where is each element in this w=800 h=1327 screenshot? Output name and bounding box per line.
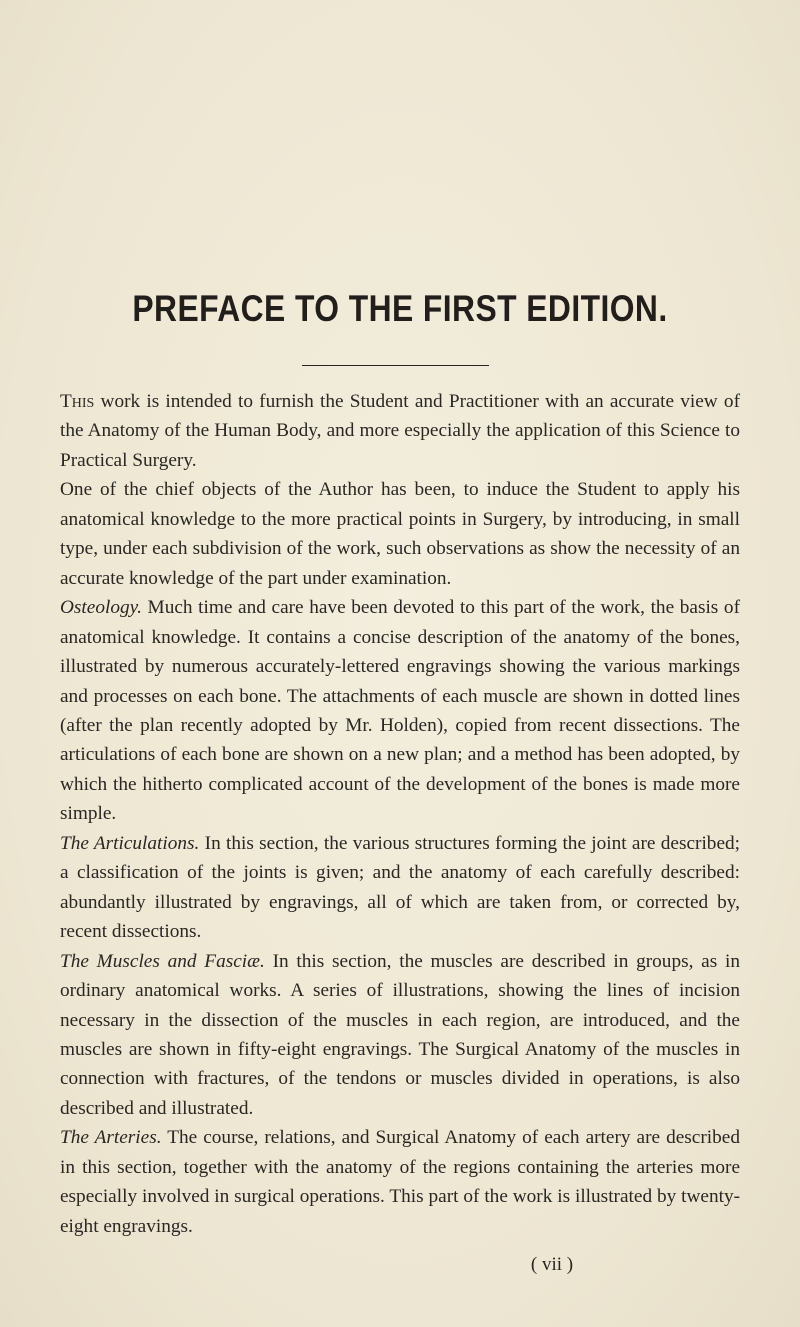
page-title: PREFACE TO THE FIRST EDITION. (132, 288, 668, 329)
paragraph-arteries (60, 1123, 740, 1241)
section-label-osteology: Osteology. (60, 597, 142, 619)
paragraph-muscles (60, 947, 740, 1124)
paragraph-articulations-text: In this section, the various structures forming the joint are described; a classification of the joints is given; and the anatomy of each carefully described: abundantly illustrated by engravings, all of which are taken from, or corrected by, recent dissections. (60, 832, 740, 943)
paragraph-intro (60, 387, 740, 475)
paragraph-articulations (60, 829, 740, 947)
preface-body (60, 387, 740, 1241)
section-label-articulations: The Articulations. (60, 832, 200, 854)
lead-word: This (60, 391, 95, 412)
page-number: ( vii ) (530, 1254, 574, 1275)
title-divider (302, 365, 489, 366)
paragraph-muscles-text: In this section, the muscles are described in groups, as in ordinary anatomical works. A series of illustrations, showing the lines of incision necessary in the dissection of the muscles in each region, are introduced, and the muscles are shown in fifty-eight engravings. The Surgical Anatomy of the muscles in connection with fractures, of the tendons or muscles divided in operations, is also described and illustrated. (60, 950, 740, 1119)
paragraph-objects (60, 475, 740, 593)
section-label-muscles: The Muscles and Fasciæ. (60, 950, 265, 972)
paragraph-objects-text: One of the chief objects of the Author has been, to induce the Student to apply his anatomical knowledge to the more practical points in Surgery, by introducing, in small type, under each subdivision of the work, such observations as show the necessity of an accurate knowledge of the part under examination. (60, 479, 740, 589)
paragraph-intro-text: work is intended to furnish the Student and Practitioner with an accurate view of the Anatomy of the Human Body, and more especially the application of this Science to Practical Surgery. (60, 391, 740, 471)
section-label-arteries: The Arteries. (60, 1127, 162, 1149)
paragraph-arteries-text: The course, relations, and Surgical Anatomy of each artery are described in this section, together with the anatomy of the regions containing the arteries more especially involved in surgical operations. This part of the work is illustrated by twenty-eight engravings. (60, 1127, 740, 1237)
paragraph-osteology-text: Much time and care have been devoted to this part of the work, the basis of anatomical knowledge. It contains a concise description of the anatomy of the bones, illustrated by numerous accurately-lettered engravings showing the various markings and processes on each bone. The attachments of each muscle are shown in dotted lines (after the plan recently adopted by Mr. Holden), copied from recent dissections. The articulations of each bone are shown on a new plan; and a method has been adopted, by which the hitherto complicated account of the development of the bones is made more simple. (60, 597, 740, 825)
paragraph-osteology (60, 593, 740, 829)
